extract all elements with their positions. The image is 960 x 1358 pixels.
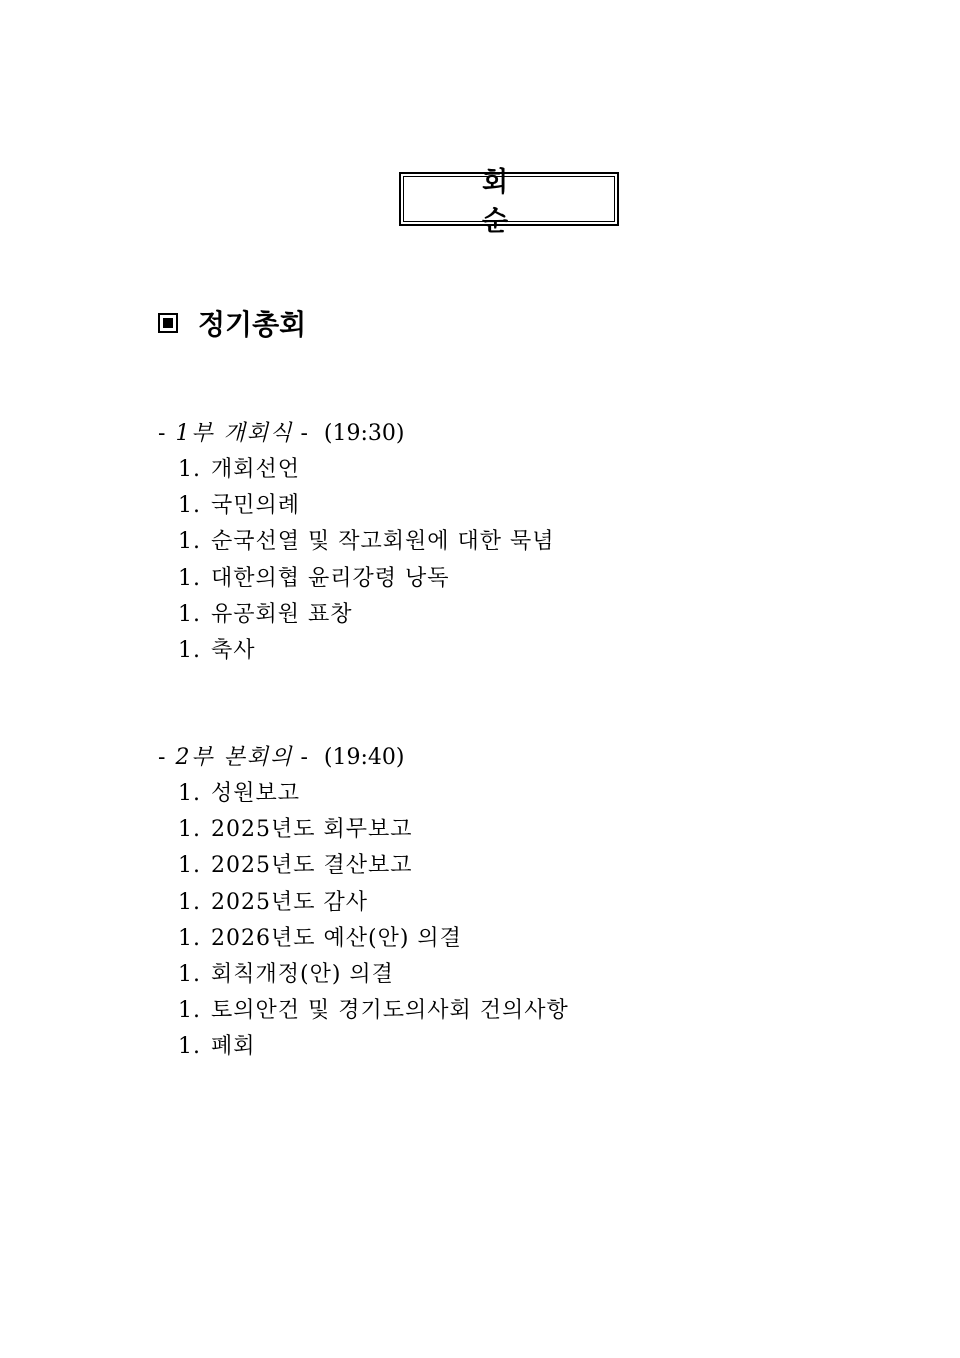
list-item — [178, 921, 569, 957]
list-item — [178, 633, 555, 669]
dash: - — [158, 421, 166, 446]
part-name: 2부 본회의 — [175, 745, 294, 770]
list-item — [178, 848, 569, 884]
agenda-list — [158, 776, 569, 1066]
item-text: 국민의례 — [211, 493, 301, 519]
item-number: 1. — [178, 1034, 201, 1060]
list-item — [178, 597, 555, 633]
item-number: 1. — [178, 601, 201, 627]
list-item — [178, 488, 555, 524]
part-1 — [158, 416, 555, 669]
agenda-list — [158, 452, 555, 669]
dash: - — [300, 421, 308, 446]
title-box — [399, 167, 619, 237]
item-number: 1. — [178, 853, 201, 879]
section-heading-label: 정기총회 — [198, 308, 307, 341]
item-text: 2025년도 회무보고 — [211, 817, 413, 843]
item-number: 1. — [178, 529, 201, 555]
item-text: 2025년도 결산보고 — [211, 853, 413, 879]
list-item — [178, 993, 569, 1029]
part-time: (19:40) — [323, 745, 405, 770]
item-text: 순국선열 및 작고회원에 대한 묵념 — [211, 529, 555, 555]
item-text: 대한의협 윤리강령 낭독 — [211, 565, 450, 591]
item-text: 2025년도 감사 — [211, 889, 368, 915]
item-number: 1. — [178, 637, 201, 663]
item-text: 성원보고 — [211, 781, 301, 806]
list-item — [178, 452, 555, 488]
item-number: 1. — [178, 457, 201, 482]
item-text: 회칙개정(안) 의결 — [211, 961, 394, 987]
item-number: 1. — [178, 889, 201, 915]
item-number: 1. — [178, 961, 201, 987]
item-text: 폐회 — [211, 1034, 256, 1060]
list-item — [178, 957, 569, 993]
part-header — [158, 416, 555, 452]
item-number: 1. — [178, 998, 201, 1024]
item-number: 1. — [178, 925, 201, 951]
item-text: 축사 — [211, 637, 256, 663]
item-text: 유공회원 표창 — [211, 601, 353, 627]
filled-square-icon — [158, 313, 178, 333]
item-text: 개회선언 — [211, 457, 301, 482]
item-text: 토의안건 및 경기도의사회 건의사항 — [211, 998, 569, 1024]
dash: - — [300, 745, 308, 770]
item-number: 1. — [178, 493, 201, 519]
list-item — [178, 1029, 569, 1065]
part-time: (19:30) — [323, 421, 405, 446]
list-item — [178, 885, 569, 921]
item-number: 1. — [178, 565, 201, 591]
list-item — [178, 524, 555, 560]
part-name: 1부 개회식 — [175, 421, 294, 446]
page-title: 회 순 — [403, 176, 615, 222]
section-heading — [158, 303, 306, 343]
item-number: 1. — [178, 781, 201, 806]
list-item — [178, 561, 555, 597]
item-text: 2026년도 예산(안) 의결 — [211, 925, 462, 951]
part-2 — [158, 740, 569, 1066]
item-number: 1. — [178, 817, 201, 843]
list-item — [178, 776, 569, 812]
dash: - — [158, 745, 166, 770]
list-item — [178, 812, 569, 848]
part-header — [158, 740, 569, 776]
